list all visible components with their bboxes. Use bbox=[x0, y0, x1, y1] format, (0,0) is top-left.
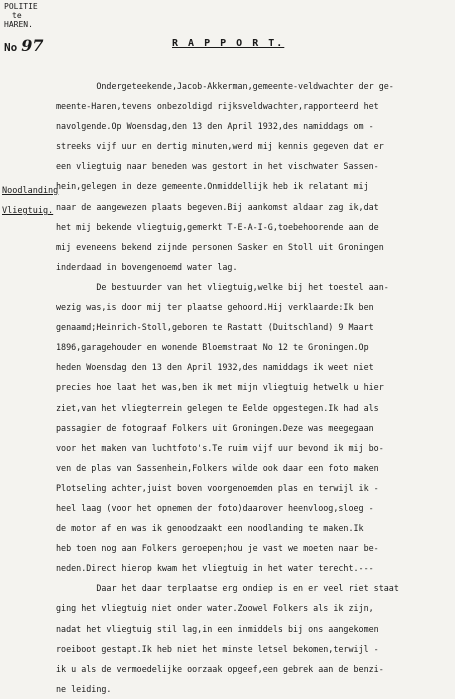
report-line: precies hoe laat het was,ben ik met mijn vliegtuig hetwelk u hier bbox=[56, 382, 384, 393]
police-header bbox=[4, 2, 38, 29]
report-line: neden.Direct hierop kwam het vliegtuig in het water terecht.--- bbox=[56, 563, 374, 574]
report-line: genaamd;Heinrich-Stoll,geboren te Rastatt (Duitschland) 9 Maart bbox=[56, 322, 374, 333]
report-line: roeiboot gestapt.Ik heb niet het minste letsel bekomen,terwijl - bbox=[56, 643, 379, 654]
report-line: ziet,van het vliegterrein gelegen te Eelde opgestegen.Ik had als bbox=[56, 402, 379, 413]
header-line-te: te bbox=[12, 11, 22, 20]
report-line: passagier de fotograaf Folkers uit Groningen.Deze was meegegaan bbox=[56, 422, 374, 433]
report-body bbox=[56, 76, 452, 699]
report-line: de motor af en was ik genoodzaakt een noodlanding te maken.Ik bbox=[56, 523, 364, 534]
margin-note-vliegtuig: Vliegtuig. bbox=[2, 206, 54, 216]
report-line: De bestuurder van het vliegtuig,welke bij het toestel aan- bbox=[56, 281, 389, 292]
report-line: navolgende.Op Woensdag,den 13 den April 1932,des namiddags om - bbox=[56, 121, 374, 132]
report-line: Ondergeteekende,Jacob-Akkerman,gemeente-veldwachter der ge- bbox=[56, 81, 394, 91]
number-value: 97 bbox=[21, 36, 44, 55]
report-line: 1896,garagehouder en wonende Bloemstraat No 12 te Groningen.Op bbox=[56, 342, 369, 353]
report-line: ik u als de vermoedelijke oorzaak opgeef,een gebrek aan de benzi- bbox=[56, 663, 384, 674]
report-line: een vliegtuig naar beneden was gestort in het vischwater Sassen- bbox=[56, 161, 379, 172]
number-label: No bbox=[4, 41, 18, 54]
report-line: streeks vijf uur en dertig minuten,werd mij kennis gegeven dat er bbox=[56, 141, 384, 152]
margin-note-noodlanding: Noodlanding bbox=[2, 186, 59, 196]
report-line: ging het vliegtuig niet onder water.Zoowel Folkers als ik zijn, bbox=[56, 603, 374, 614]
report-line: heb toen nog aan Folkers geroepen;hou je vast we moeten naar be- bbox=[56, 543, 379, 554]
report-line: het mij bekende vliegtuig,gemerkt T-E-A-I-G,toebehoorende aan de bbox=[56, 221, 379, 232]
report-line: naar de aangewezen plaats begeven.Bij aankomst aldaar zag ik,dat bbox=[56, 201, 379, 212]
report-line: Daar het daar terplaatse erg ondiep is en er veel riet staat bbox=[56, 583, 399, 594]
report-line: meente-Haren,tevens onbezoldigd rijksveldwachter,rapporteerd het bbox=[56, 101, 379, 112]
document-number bbox=[4, 36, 44, 55]
report-line: heden Woensdag den 13 den April 1932,des namiddags ik weet niet bbox=[56, 362, 374, 373]
report-line: mij eveneens bekend zijnde personen Sasker en Stoll uit Groningen bbox=[56, 241, 384, 252]
header-line-place: HAREN. bbox=[4, 20, 33, 29]
report-line: voor het maken van luchtfoto's.Te ruim vijf uur bevond ik mij bo- bbox=[56, 442, 384, 453]
report-line: hein,gelegen in deze gemeente.Onmiddellijk heb ik relatant mij bbox=[56, 181, 369, 192]
report-line: nadat het vliegtuig stil lag,in een inmiddels bij ons aangekomen bbox=[56, 623, 379, 634]
report-title: R A P P O R T. bbox=[172, 38, 285, 49]
header-line-org: POLITIE bbox=[4, 2, 38, 11]
report-line: ven de plas van Sassenhein,Folkers wilde ook daar een foto maken bbox=[56, 462, 379, 473]
report-line: heel laag (voor het opnemen der foto)daarover heenvloog,sloeg - bbox=[56, 502, 374, 513]
report-line: ne leiding. bbox=[56, 683, 112, 694]
report-line: inderdaad in bovengenoemd water lag. bbox=[56, 261, 238, 272]
report-line: wezig was,is door mij ter plaatse gehoord.Hij verklaarde:Ik ben bbox=[56, 302, 374, 313]
report-line: Plotseling achter,juist boven voorgenoemden plas en terwijl ik - bbox=[56, 482, 379, 493]
